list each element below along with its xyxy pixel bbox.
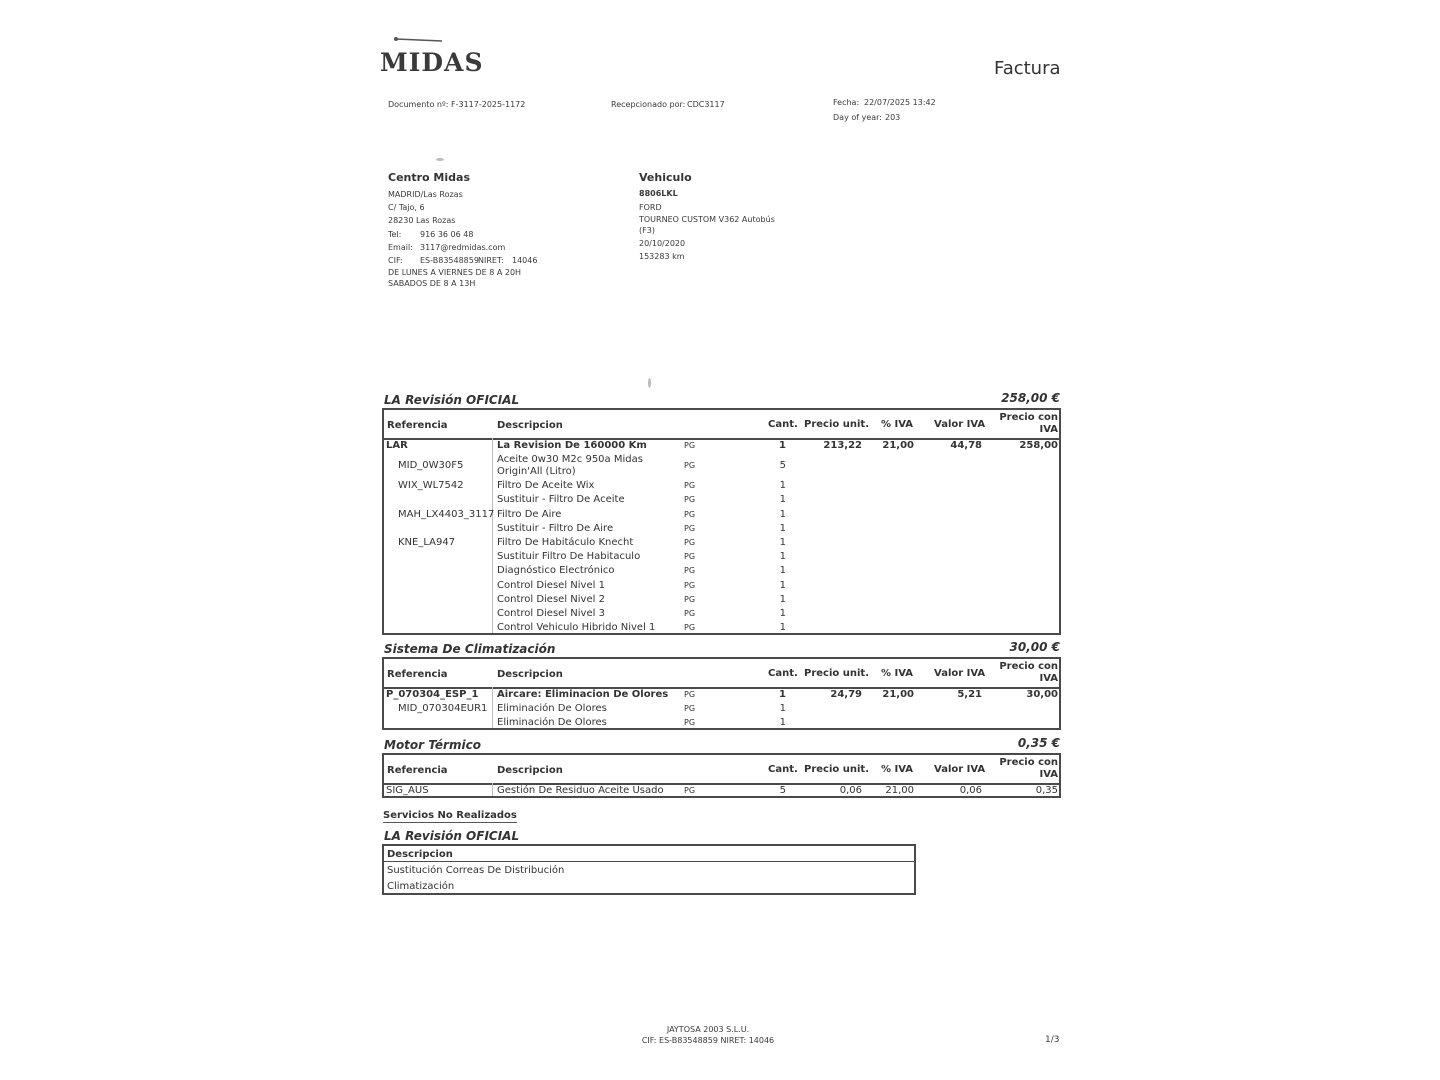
row-pg-code: PG xyxy=(684,718,696,728)
row-quantity: 5 xyxy=(779,785,786,796)
column-divider xyxy=(492,783,493,796)
row-description: Sustituir Filtro De Habitaculo xyxy=(497,551,641,563)
row-total: 0,35 xyxy=(1035,785,1058,796)
vehiculo-title: Vehiculo xyxy=(639,171,692,184)
col-descripcion: Descripcion xyxy=(387,849,453,860)
doc-type-title: Factura xyxy=(994,58,1061,79)
col-valor-iva: Valor IVA xyxy=(934,764,986,775)
vehiculo-make: FORD xyxy=(639,203,662,212)
vehiculo-variant: (F3) xyxy=(639,226,655,235)
row-quantity: 1 xyxy=(779,608,786,619)
row-description: Gestión De Residuo Aceite Usado xyxy=(497,785,664,796)
row-iva-value: 5,21 xyxy=(957,689,982,700)
row-unit-price: 213,22 xyxy=(823,440,862,451)
col-precio-con: Precio con xyxy=(999,412,1058,423)
vehiculo-km: 153283 km xyxy=(639,252,685,261)
section-total: 0,35 € xyxy=(1017,736,1060,750)
row-description: Control Diesel Nivel 2 xyxy=(497,593,605,605)
row-pg-code: PG xyxy=(684,623,696,633)
row-quantity: 1 xyxy=(779,551,786,563)
row-pg-code: PG xyxy=(684,594,696,604)
items-table xyxy=(382,408,1061,635)
row-total: 30,00 xyxy=(1026,689,1058,700)
column-divider xyxy=(492,438,493,633)
vehiculo-plate: 8806LKL xyxy=(639,189,678,198)
col-referencia: Referencia xyxy=(387,420,448,431)
row-description: Filtro De Aire xyxy=(497,508,562,520)
row-pg-code: PG xyxy=(684,580,696,590)
table-header xyxy=(384,410,1059,440)
row-description-cont: Origin'All (Litro) xyxy=(497,466,576,478)
hours-weekday: DE LUNES A VIERNES DE 8 A 20H xyxy=(388,268,522,277)
fecha-value: 22/07/2025 13:42 xyxy=(864,98,936,107)
col-precio: Precio unit. xyxy=(804,668,869,679)
row-pg-code: PG xyxy=(684,441,696,450)
email-value: 3117@redmidas.com xyxy=(420,243,506,252)
col-iva: % IVA xyxy=(881,668,914,679)
no-realizados-table xyxy=(382,844,916,895)
row-quantity: 1 xyxy=(779,689,786,700)
vehiculo-date: 20/10/2020 xyxy=(639,239,686,248)
centro-line1: MADRID/Las Rozas xyxy=(388,190,463,199)
row-pg-code: PG xyxy=(684,509,696,519)
row-quantity: 1 xyxy=(779,717,786,729)
table-header xyxy=(384,755,1059,785)
col-valor-iva: Valor IVA xyxy=(934,419,986,430)
col-precio-con: Precio con xyxy=(999,757,1058,768)
col-cant: Cant. xyxy=(768,668,798,679)
row-iva-value: 0,06 xyxy=(959,785,982,796)
scan-mark xyxy=(648,378,651,388)
row-pg-code: PG xyxy=(684,538,696,547)
cif-value: ES-B83548859 xyxy=(420,256,479,265)
scan-mark xyxy=(436,158,444,161)
list-item: Sustitución Correas De Distribución xyxy=(387,865,565,876)
row-description: Control Vehiculo Hibrido Nivel 1 xyxy=(497,622,656,634)
section-title: Sistema De Climatización xyxy=(384,642,556,656)
row-total: 258,00 xyxy=(1019,440,1058,451)
footer-company: JAYTOSA 2003 S.L.U. xyxy=(666,1025,750,1034)
list-item: Climatización xyxy=(387,881,455,892)
col-descripcion: Descripcion xyxy=(497,420,563,431)
row-pg-code: PG xyxy=(684,495,696,505)
row-pg-code: PG xyxy=(684,786,696,795)
row-quantity: 1 xyxy=(779,440,786,451)
row-quantity: 1 xyxy=(779,537,786,548)
centro-title: Centro Midas xyxy=(388,171,470,184)
col-iva: % IVA xyxy=(881,419,914,430)
row-reference: P_070304_ESP_1 xyxy=(386,689,479,700)
col-precio: Precio unit. xyxy=(804,764,869,775)
col-precio-con-iva: IVA xyxy=(1039,769,1058,780)
row-pg-code: PG xyxy=(684,704,696,714)
midas-logo xyxy=(380,34,484,78)
col-cant: Cant. xyxy=(768,419,798,430)
fecha-label: Fecha: xyxy=(833,98,860,107)
row-description: Control Diesel Nivel 1 xyxy=(497,579,605,591)
row-pg-code: PG xyxy=(684,609,696,618)
col-precio-con-iva: IVA xyxy=(1039,424,1058,435)
section-title: LA Revisión OFICIAL xyxy=(384,393,520,407)
column-divider xyxy=(492,687,493,728)
row-reference: KNE_LA947 xyxy=(398,537,456,548)
col-precio-con: Precio con xyxy=(999,661,1058,672)
row-reference: WIX_WL7542 xyxy=(398,480,464,492)
row-description: Sustituir - Filtro De Aceite xyxy=(497,494,625,506)
row-pg-code: PG xyxy=(684,481,696,491)
row-quantity: 1 xyxy=(779,480,786,492)
row-reference: MID_0W30F5 xyxy=(398,460,464,472)
section-total: 30,00 € xyxy=(1009,640,1060,654)
hours-saturday: SABADOS DE 8 A 13H xyxy=(388,279,476,288)
row-quantity: 1 xyxy=(779,622,786,634)
page-number: 1/3 xyxy=(1045,1035,1060,1045)
row-iva-percent: 21,00 xyxy=(882,440,914,451)
col-valor-iva: Valor IVA xyxy=(934,668,986,679)
row-pg-code: PG xyxy=(684,566,696,576)
recepcionado-value: CDC3117 xyxy=(687,100,725,109)
col-iva: % IVA xyxy=(881,764,914,775)
tel-value: 916 36 06 48 xyxy=(420,230,474,239)
documento-label: Documento nº: xyxy=(388,100,449,109)
row-quantity: 1 xyxy=(779,522,786,534)
row-pg-code: PG xyxy=(684,690,696,699)
doy-value: 203 xyxy=(885,113,901,122)
row-reference: MAH_LX4403_3117 xyxy=(398,508,495,520)
recepcionado-label: Recepcionado por: xyxy=(611,100,686,109)
row-description: Sustituir - Filtro De Aire xyxy=(497,522,614,534)
row-description: Control Diesel Nivel 3 xyxy=(497,608,605,619)
table-header xyxy=(384,846,914,862)
row-description: Filtro De Habitáculo Knecht xyxy=(497,537,634,548)
logo-swoosh-icon xyxy=(390,34,482,48)
no-realizados-heading: Servicios No Realizados xyxy=(383,810,517,821)
row-iva-percent: 21,00 xyxy=(882,689,914,700)
centro-line2: C/ Tajo, 6 xyxy=(388,203,425,212)
row-pg-code: PG xyxy=(684,523,696,533)
niret-label: NIRET: xyxy=(478,256,504,265)
col-cant: Cant. xyxy=(768,764,798,775)
row-description: Diagnóstico Electrónico xyxy=(497,565,615,577)
row-reference: LAR xyxy=(386,440,408,451)
row-pg-code: PG xyxy=(684,552,696,562)
table-header xyxy=(384,659,1059,689)
no-realizados-title: LA Revisión OFICIAL xyxy=(384,829,520,843)
col-descripcion: Descripcion xyxy=(497,765,563,776)
email-label: Email: xyxy=(388,243,413,252)
row-description: Aceite 0w30 M2c 950a Midas xyxy=(497,454,643,466)
doy-label: Day of year: xyxy=(833,113,882,122)
items-table xyxy=(382,657,1061,730)
col-referencia: Referencia xyxy=(387,669,448,680)
cif-label: CIF: xyxy=(388,256,403,265)
row-unit-price: 0,06 xyxy=(839,785,862,796)
row-quantity: 1 xyxy=(779,579,786,591)
niret-value: 14046 xyxy=(512,256,538,265)
row-reference: MID_070304EUR1 xyxy=(398,703,488,715)
row-reference: SIG_AUS xyxy=(386,785,429,796)
row-unit-price: 24,79 xyxy=(830,689,862,700)
col-referencia: Referencia xyxy=(387,765,448,776)
row-quantity: 5 xyxy=(779,460,786,472)
col-descripcion: Descripcion xyxy=(497,669,563,680)
row-iva-percent: 21,00 xyxy=(885,785,914,796)
centro-line3: 28230 Las Rozas xyxy=(388,216,456,225)
section-total: 258,00 € xyxy=(1001,391,1060,405)
row-quantity: 1 xyxy=(779,494,786,506)
tel-label: Tel: xyxy=(388,230,402,239)
footer-cif: CIF: ES-B83548859 NIRET: 14046 xyxy=(641,1036,775,1045)
row-quantity: 1 xyxy=(779,703,786,715)
section-title: Motor Térmico xyxy=(384,738,481,752)
row-pg-code: PG xyxy=(684,461,696,471)
row-description: Filtro De Aceite Wix xyxy=(497,480,595,492)
row-quantity: 1 xyxy=(779,508,786,520)
row-description: Eliminación De Olores xyxy=(497,703,607,715)
row-iva-value: 44,78 xyxy=(950,440,982,451)
col-precio: Precio unit. xyxy=(804,419,869,430)
logo-text: MIDAS xyxy=(380,48,484,77)
documento-value: F-3117-2025-1172 xyxy=(451,100,526,109)
row-description: Aircare: Eliminacion De Olores xyxy=(497,689,669,700)
row-quantity: 1 xyxy=(779,593,786,605)
row-description: Eliminación De Olores xyxy=(497,717,607,729)
row-quantity: 1 xyxy=(779,565,786,577)
row-description: La Revision De 160000 Km xyxy=(497,440,647,451)
col-precio-con-iva: IVA xyxy=(1039,673,1058,684)
items-table xyxy=(382,753,1061,798)
vehiculo-model: TOURNEO CUSTOM V362 Autobús xyxy=(639,215,775,224)
